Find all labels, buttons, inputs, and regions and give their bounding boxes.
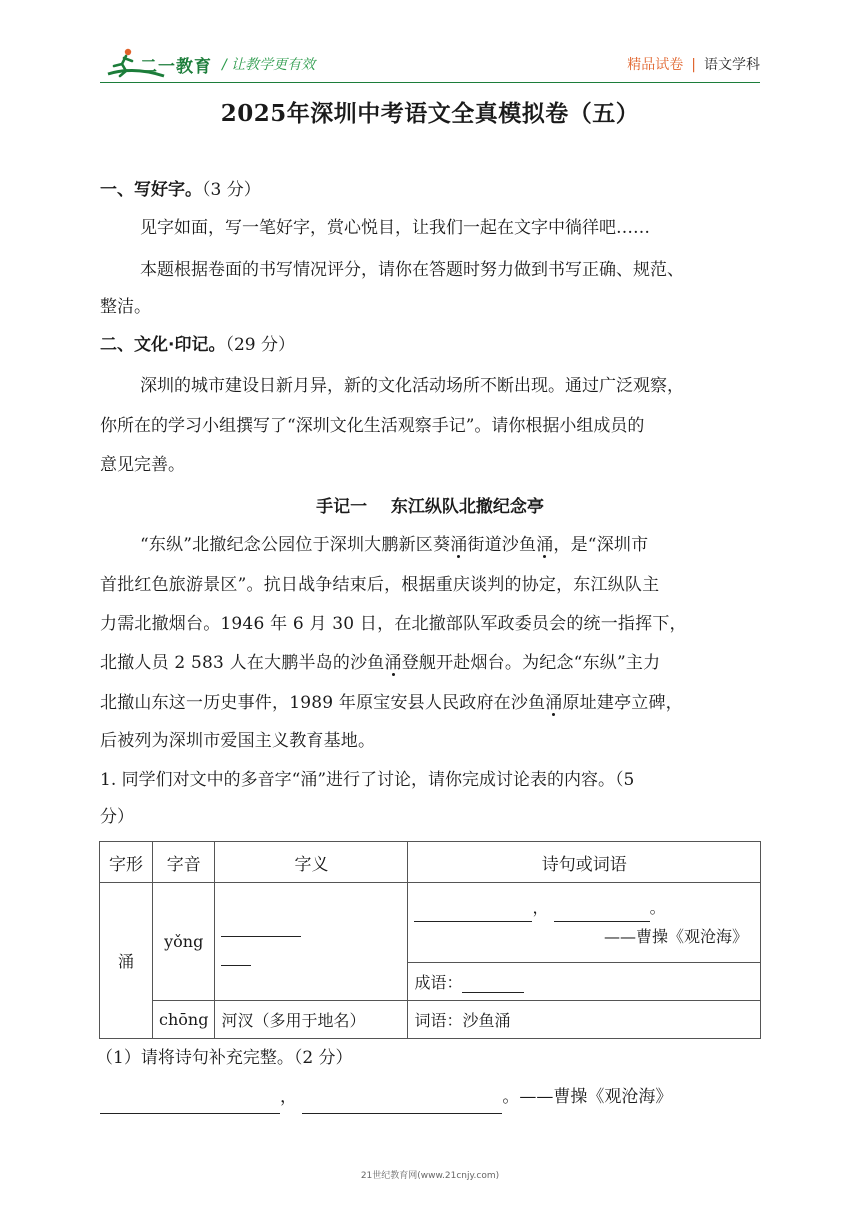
poem-source: ——曹操《观沧海》 xyxy=(603,926,748,946)
meaning-chong: 河汊（多用于地名） xyxy=(215,1001,408,1039)
meaning-blank-cell[interactable] xyxy=(215,883,408,1001)
poem-blank-2[interactable] xyxy=(554,903,650,922)
dotted-char: 涌 xyxy=(545,693,563,713)
meaning-blank-line-2[interactable] xyxy=(221,947,251,966)
table-header: 诗句或词语 xyxy=(408,842,761,883)
header-divider xyxy=(100,82,760,83)
table-header: 字义 xyxy=(215,842,408,883)
handbook-heading: 手记一 东江纵队北撤纪念亭 xyxy=(316,497,544,517)
section-2-para-line-2: 你所在的学习小组撰写了“深圳文化生活观察手记”。请你根据小组成员的 xyxy=(100,416,645,436)
passage-line-3: 力需北撤烟台。1946 年 6 月 30 日，在北撤部队军政委员会的统一指挥下， xyxy=(100,614,687,634)
discussion-table xyxy=(99,841,761,1039)
passage-line-4: 北撤人员 2 583 人在大鹏半岛的沙鱼涌登舰开赴烟台。为纪念“东纵”主力 xyxy=(100,653,661,673)
poem-blank-1[interactable] xyxy=(414,903,532,922)
table-header: 字音 xyxy=(153,842,215,883)
header-separator: | xyxy=(691,57,696,73)
pinyin-chong: chōng xyxy=(153,1001,215,1039)
header-subject xyxy=(627,54,760,74)
word-cell: 词语：沙鱼涌 xyxy=(408,1001,761,1039)
passage-line-1: “东纵”北撤纪念公园位于深圳大鹏新区葵涌街道沙鱼涌，是“深圳市 xyxy=(140,535,649,555)
section-1-heading: 一、写好字。（3 分） xyxy=(100,180,261,200)
dotted-char: 涌 xyxy=(536,535,554,555)
section-2-para-line-3: 意见完善。 xyxy=(100,455,185,475)
section-2-para-line-1: 深圳的城市建设日新月异，新的文化活动场所不断出现。通过广泛观察， xyxy=(140,376,684,396)
page-title: 2025年深圳中考语文全真模拟卷（五） xyxy=(220,100,640,127)
section-2-heading: 二、文化·印记。（29 分） xyxy=(100,335,296,355)
pinyin-yong: yǒng xyxy=(153,883,215,1001)
question-1-cont: 分） xyxy=(100,807,134,827)
dotted-char: 涌 xyxy=(384,653,402,673)
section-1-para-1: 见字如面，写一笔好字，赏心悦目，让我们一起在文字中徜徉吧…… xyxy=(140,218,650,238)
header-tag-subject: 语文学科 xyxy=(704,57,760,73)
table-header: 字形 xyxy=(100,842,153,883)
answer-blank-2[interactable] xyxy=(302,1095,502,1114)
page-footer: 21世纪教育网(www.21cnjy.com) xyxy=(360,1171,500,1181)
meaning-blank-line-1[interactable] xyxy=(221,918,301,937)
table-char-cell: 涌 xyxy=(100,883,153,1039)
section-1-para-2: 本题根据卷面的书写情况评分，请你在答题时努力做到书写正确、规范、 xyxy=(140,260,684,280)
passage-line-2: 首批红色旅游景区”。抗日战争结束后，根据重庆谈判的协定，东江纵队主 xyxy=(100,575,660,595)
logo-text: 二一教育 xyxy=(140,57,212,77)
header-tag-premium: 精品试卷 xyxy=(627,57,684,73)
dotted-char: 涌 xyxy=(450,535,468,555)
idiom-cell: 成语： xyxy=(408,963,761,1001)
answer-line: ， 。——曹操《观沧海》 xyxy=(100,1080,760,1114)
slogan: / 让教学更有效 xyxy=(222,57,316,73)
passage-line-6: 后被列为深圳市爱国主义教育基地。 xyxy=(100,731,376,751)
section-1-para-2-cont: 整洁。 xyxy=(100,297,151,317)
question-1-1: （1）请将诗句补充完整。（2 分） xyxy=(96,1048,353,1068)
idiom-blank[interactable] xyxy=(462,974,524,993)
answer-blank-1[interactable] xyxy=(100,1095,280,1114)
question-1: 1. 同学们对文中的多音字“涌”进行了讨论，请你完成讨论表的内容。（5 xyxy=(100,770,635,790)
poem-cell: ， 。 ——曹操《观沧海》 xyxy=(408,883,761,963)
passage-line-5: 北撤山东这一历史事件，1989 年原宝安县人民政府在沙鱼涌原址建亭立碑， xyxy=(100,693,683,713)
page-header xyxy=(0,0,860,92)
